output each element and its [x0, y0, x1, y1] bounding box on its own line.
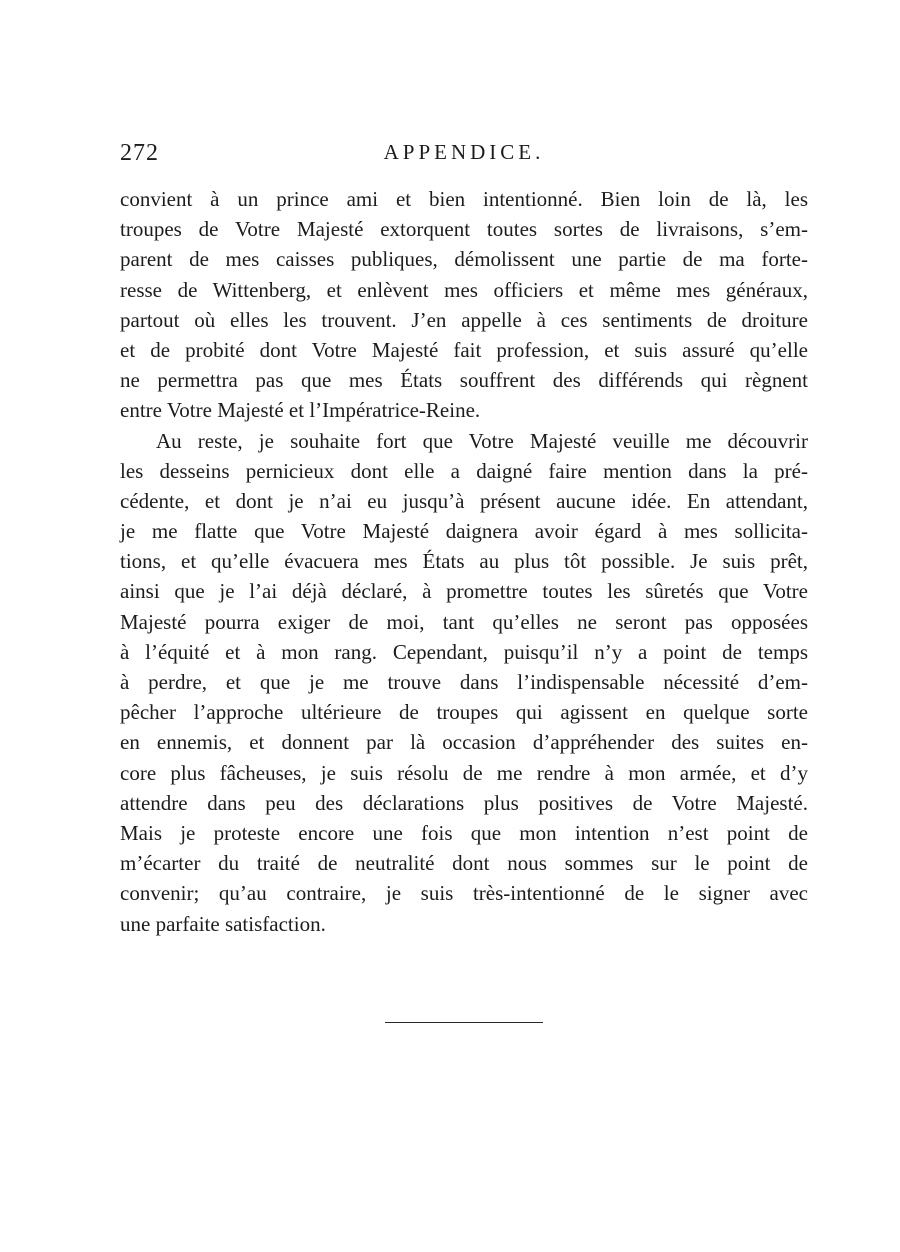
letter-body — [120, 184, 808, 939]
text-line: Mais je proteste encore une fois que mon intention n’est point de — [120, 820, 808, 845]
text-line: en ennemis, et donnent par là occasion d’appréhender des suites en- — [120, 730, 808, 755]
text-line: Au reste, je souhaite fort que Votre Majesté veuille me découvrir — [156, 428, 808, 453]
text-line: à perdre, et que je me trouve dans l’indispensable nécessité d’em- — [120, 670, 808, 694]
text-line: resse de Wittenberg, et enlèvent mes officiers et même mes généraux, — [120, 277, 808, 302]
text-line: entre Votre Majesté et l’Impératrice-Reine. — [120, 398, 481, 423]
text-line: ainsi que je l’ai déjà déclaré, à promettre toutes les sûretés que Votre — [120, 579, 808, 604]
running-title: APPENDICE. — [383, 140, 545, 164]
text-line: les desseins pernicieux dont elle a daigné faire mention dans la pré- — [120, 458, 808, 483]
text-line: parent de mes caisses publiques, démolissent une partie de ma forte- — [120, 247, 808, 272]
running-head — [120, 140, 808, 176]
text-line: m’écarter du traité de neutralité dont nous sommes sur le point de — [120, 851, 808, 876]
text-line: convenir; qu’au contraire, je suis très-intentionné de le signer avec — [120, 881, 808, 906]
text-line: à l’équité et à mon rang. Cependant, puisqu’il n’y a point de temps — [120, 639, 808, 664]
text-line: Majesté pourra exiger de moi, tant qu’elles ne seront pas opposées — [120, 609, 808, 634]
text-line: cédente, et dont je n’ai eu jusqu’à présent aucune idée. En attendant, — [120, 488, 808, 513]
text-line: pêcher l’approche ultérieure de troupes qui agissent en quelque sorte — [120, 700, 808, 725]
text-line: partout où elles les trouvent. J’en appelle à ces sentiments de droiture — [120, 307, 808, 332]
end-rule-divider — [385, 1022, 543, 1023]
text-line: je me flatte que Votre Majesté daignera avoir égard à mes sollicita- — [120, 519, 808, 544]
page-number: 272 — [120, 140, 159, 166]
text-line: une parfaite satisfaction. — [120, 911, 326, 936]
text-line: troupes de Votre Majesté extorquent toutes sortes de livraisons, s’em- — [120, 217, 808, 242]
text-line: et de probité dont Votre Majesté fait profession, et suis assuré qu’elle — [120, 337, 808, 362]
text-line: convient à un prince ami et bien intentionné. Bien loin de là, les — [120, 187, 808, 211]
text-line: tions, et qu’elle évacuera mes États au plus tôt possible. Je suis prêt, — [120, 549, 808, 574]
text-line: ne permettra pas que mes États souffrent des différends qui règnent — [120, 368, 808, 393]
text-line: core plus fâcheuses, je suis résolu de me rendre à mon armée, et d’y — [120, 760, 808, 785]
text-line: attendre dans peu des déclarations plus positives de Votre Majesté. — [120, 790, 808, 815]
